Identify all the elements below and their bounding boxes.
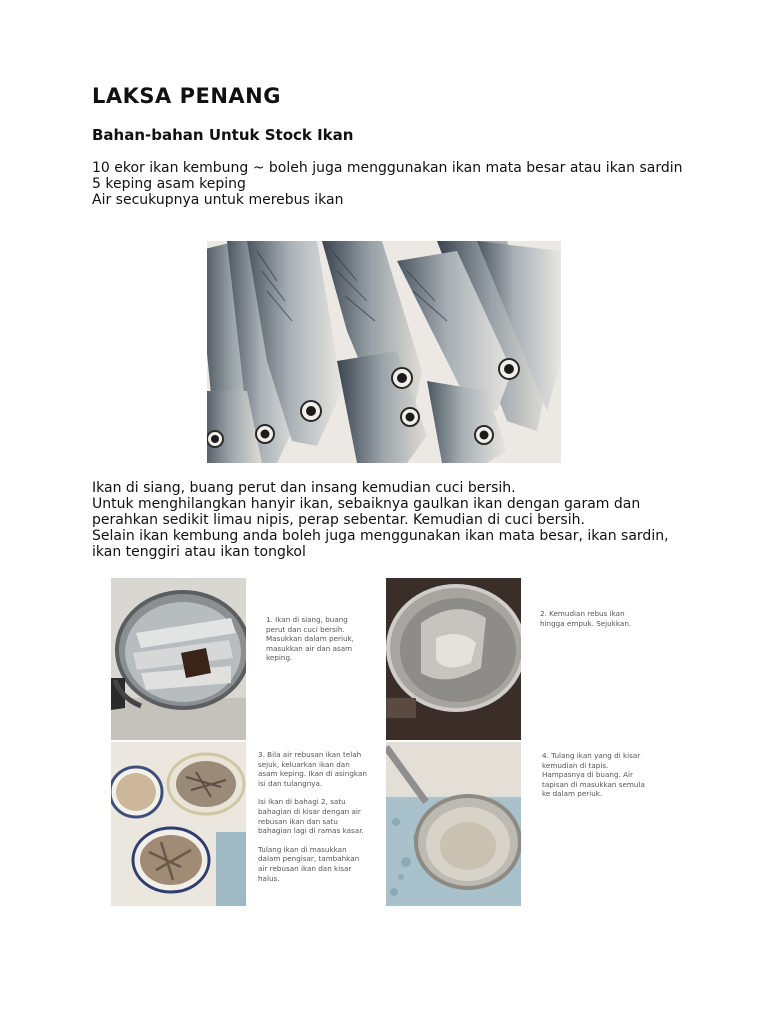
step-4-photo <box>386 742 521 906</box>
section-heading: Bahan-bahan Untuk Stock Ikan <box>92 126 354 144</box>
step-paragraph: 4. Tulang ikan yang di kisar kemudian di tapis. Hampasnya di buang. Air tapisan di masukkan semula ke dalam periuk. <box>542 751 645 799</box>
step-paragraph: 3. Bila air rebusan ikan telah sejuk, keluarkan ikan dan asam keping. Ikan di asingkan isi dan tulangnya. <box>258 750 367 788</box>
preparation-line: Selain ikan kembung anda boleh juga menggunakan ikan mata besar, ikan sardin, ikan tenggiri atau ikan tongkol <box>92 528 669 560</box>
step-paragraph: Tulang ikan di masukkan dalam pengisar, tambahkan air rebusan ikan dan kisar halus. <box>258 844 360 883</box>
ingredient-item: Air secukupnya untuk merebus ikan <box>92 192 344 208</box>
preparation-line: Ikan di siang, buang perut dan insang kemudian cuci bersih. <box>92 480 516 496</box>
step-3-photo <box>111 742 246 906</box>
step-4-caption <box>542 751 647 808</box>
step-paragraph: 2. Kemudian rebus ikan hingga empuk. Sejukkan. <box>540 609 632 628</box>
preparation-line: Untuk menghilangkan hanyir ikan, sebaiknya gaulkan ikan dengan garam dan perahkan sedikit limau nipis, perap sebentar. Kemudian di cuci bersih. <box>92 496 641 528</box>
step-paragraph: Isi ikan di bahagi 2, satu bahagian di kisar dengan air rebusan ikan dan satu bahagian lagi di ramas kasar. <box>258 797 364 836</box>
step-paragraph: 1. Ikan di siang, buang perut dan cuci bersih. Masukkan dalam periuk, masukkan air dan asam keping. <box>266 615 354 663</box>
preparation-notes <box>92 480 692 560</box>
fish-photo <box>207 241 561 463</box>
step-2-caption <box>540 609 650 637</box>
step-3-caption <box>258 750 370 892</box>
ingredient-list <box>92 160 692 208</box>
step-2-photo <box>386 578 521 740</box>
ingredient-item: 10 ekor ikan kembung ~ boleh juga menggunakan ikan mata besar atau ikan sardin <box>92 160 683 176</box>
step-1-caption <box>266 615 361 672</box>
step-1-photo <box>111 578 246 740</box>
document-title: LAKSA PENANG <box>92 84 281 108</box>
ingredient-item: 5 keping asam keping <box>92 176 246 192</box>
